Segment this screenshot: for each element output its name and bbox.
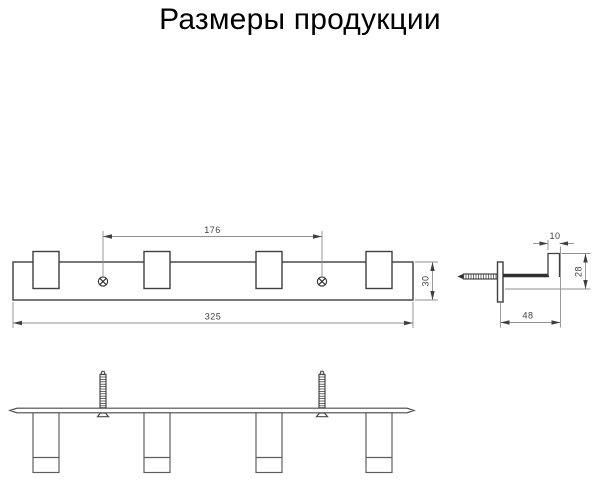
hook-bottom xyxy=(366,413,392,473)
hook-bottom xyxy=(144,413,170,473)
rail-bar-front xyxy=(13,262,413,300)
hook-bottom xyxy=(256,413,282,473)
dimension-tip-width xyxy=(533,231,574,250)
dimension-rail-height xyxy=(415,262,438,300)
hook-front xyxy=(366,252,392,289)
hook-profile-side xyxy=(503,254,560,278)
dim-label-tip-width: 10 xyxy=(549,231,561,241)
dim-label-screw-spacing: 176 xyxy=(204,225,221,235)
side-view xyxy=(458,231,591,328)
hook-front xyxy=(33,252,59,289)
dimension-depth xyxy=(501,303,561,328)
dim-label-total-length: 325 xyxy=(204,311,222,322)
rail-plate-side xyxy=(498,262,504,302)
dimension-total-length xyxy=(13,302,413,328)
front-view xyxy=(13,225,438,328)
dim-label-depth: 48 xyxy=(522,310,534,321)
screw-side-icon xyxy=(458,274,498,279)
hook-front xyxy=(144,252,170,289)
rail-strip-bottom xyxy=(10,408,414,413)
page-title: Размеры продукции xyxy=(159,3,441,36)
dim-label-rail-height: 30 xyxy=(420,275,431,287)
hook-front xyxy=(256,252,282,289)
hook-bottom xyxy=(33,413,59,473)
dim-label-hook-height: 28 xyxy=(573,265,584,278)
bottom-view xyxy=(10,371,414,472)
